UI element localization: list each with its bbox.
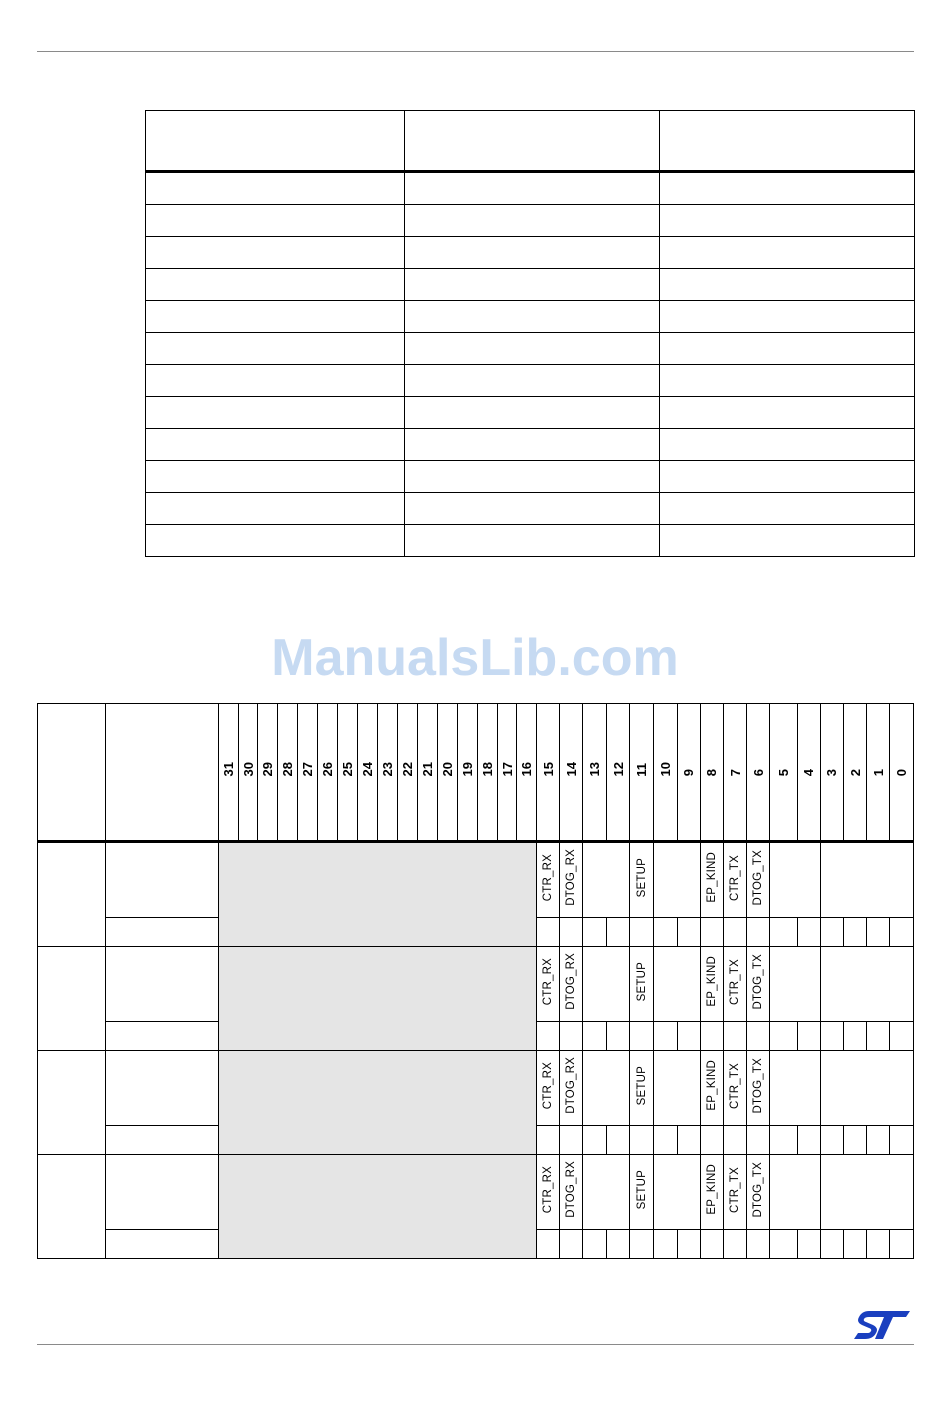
reset-bit-cell — [747, 918, 770, 947]
field-ep-kind-cell — [700, 842, 723, 918]
bit-header-28 — [278, 704, 298, 842]
watermark-text: ManualsLib.com — [271, 629, 679, 687]
table-cell — [660, 205, 915, 237]
reset-bit-cell — [867, 1126, 890, 1155]
field-ctr-rx-cell — [537, 842, 560, 918]
reserved-bits-cell — [218, 842, 537, 947]
table-cell — [660, 397, 915, 429]
bit-number-label: 25 — [340, 762, 356, 777]
bit-header-8 — [700, 704, 723, 842]
field-label: CTR_RX — [542, 1165, 555, 1214]
bit-header-20 — [437, 704, 457, 842]
field-dtog-rx-cell — [560, 842, 583, 918]
bit-number-label: 1 — [870, 768, 886, 776]
bit-number-label: 6 — [750, 768, 766, 776]
field-dtog-tx-cell — [747, 842, 770, 918]
field-setup-cell — [630, 1051, 654, 1126]
field-setup-cell — [630, 842, 654, 918]
table-cell — [146, 205, 405, 237]
register-offset-cell — [38, 1051, 106, 1155]
reset-bit-cell — [770, 1126, 797, 1155]
field-label: CTR_TX — [729, 958, 742, 1005]
bit-header-25 — [338, 704, 358, 842]
table-row — [146, 301, 915, 333]
table-cell — [146, 525, 405, 557]
bit-header-13 — [583, 704, 607, 842]
table-cell — [660, 429, 915, 461]
bit-header-30 — [238, 704, 258, 842]
reset-bit-cell — [606, 918, 630, 947]
field-group-cell — [583, 1155, 630, 1230]
field-group-cell — [820, 842, 913, 918]
field-label: EP_KIND — [705, 1164, 718, 1215]
bit-number-label: 16 — [519, 762, 535, 777]
table-header-cell — [405, 111, 660, 172]
bit-header-1 — [867, 704, 890, 842]
reset-bit-cell — [797, 1022, 820, 1051]
reset-bit-cell — [747, 1022, 770, 1051]
reset-bit-cell — [583, 918, 607, 947]
table-row — [146, 429, 915, 461]
bit-number-label: 14 — [563, 762, 579, 777]
reset-bit-cell — [606, 1126, 630, 1155]
reset-bit-cell — [844, 1230, 867, 1259]
reset-bit-cell — [537, 1126, 560, 1155]
field-label: EP_KIND — [705, 956, 718, 1007]
reset-bit-cell — [630, 1230, 654, 1259]
field-label: DTOG_TX — [752, 1057, 765, 1114]
reset-bit-cell — [723, 1126, 746, 1155]
field-group-cell — [820, 947, 913, 1022]
table-cell — [660, 269, 915, 301]
table-row — [146, 237, 915, 269]
table-cell — [146, 269, 405, 301]
field-label: DTOG_RX — [565, 1161, 578, 1218]
field-label: CTR_TX — [729, 854, 742, 901]
table-cell — [405, 269, 660, 301]
bit-header-12 — [606, 704, 630, 842]
table-row — [146, 172, 915, 205]
field-label: SETUP — [635, 961, 648, 1002]
bit-number-label: 29 — [260, 762, 276, 777]
table-cell — [405, 301, 660, 333]
reset-bit-cell — [560, 918, 583, 947]
reset-bit-cell — [677, 918, 700, 947]
bit-number-label: 15 — [540, 762, 556, 777]
field-label: CTR_TX — [729, 1062, 742, 1109]
table-cell — [660, 237, 915, 269]
bit-header-14 — [560, 704, 583, 842]
register-name-row — [38, 1051, 914, 1126]
reset-bit-cell — [747, 1230, 770, 1259]
bit-header-31 — [218, 704, 238, 842]
register-name-row — [38, 842, 914, 918]
field-dtog-tx-cell — [747, 947, 770, 1022]
bit-number-label: 11 — [634, 762, 650, 777]
field-group-cell — [820, 1051, 913, 1126]
bit-header-0 — [890, 704, 914, 842]
bit-number-header-row — [38, 704, 914, 842]
field-group-cell — [653, 947, 700, 1022]
reset-bit-cell — [630, 918, 654, 947]
reset-bit-cell — [890, 1230, 914, 1259]
reset-value-label-cell — [105, 918, 218, 947]
bit-number-label: 5 — [775, 768, 791, 776]
reset-bit-cell — [890, 1126, 914, 1155]
register-description-table — [145, 110, 915, 557]
bit-number-label: 12 — [610, 762, 626, 777]
table-cell — [146, 365, 405, 397]
reset-bit-cell — [844, 918, 867, 947]
field-label: DTOG_RX — [565, 849, 578, 906]
reset-bit-cell — [890, 918, 914, 947]
bit-header-23 — [378, 704, 398, 842]
table-cell — [405, 333, 660, 365]
header-rule — [37, 51, 914, 52]
st-logo-icon — [853, 1309, 911, 1341]
table-header-cell — [660, 111, 915, 172]
bit-header-5 — [770, 704, 797, 842]
bit-header-18 — [477, 704, 497, 842]
table-cell — [146, 333, 405, 365]
bit-number-label: 26 — [320, 762, 336, 777]
field-ep-kind-cell — [700, 947, 723, 1022]
reset-bit-cell — [677, 1022, 700, 1051]
table-cell — [146, 429, 405, 461]
table-cell — [405, 237, 660, 269]
register-header-cell — [105, 704, 218, 842]
reserved-bits-cell — [218, 1051, 537, 1155]
field-label: CTR_RX — [542, 853, 555, 902]
register-map-table — [37, 703, 914, 1259]
reset-bit-cell — [867, 1230, 890, 1259]
bit-header-21 — [417, 704, 437, 842]
table-cell — [405, 172, 660, 205]
bit-header-29 — [258, 704, 278, 842]
bit-header-3 — [820, 704, 843, 842]
bit-number-label: 17 — [499, 762, 515, 777]
table-cell — [660, 461, 915, 493]
bit-number-label: 23 — [379, 762, 395, 777]
field-ctr-tx-cell — [723, 1051, 746, 1126]
field-dtog-rx-cell — [560, 947, 583, 1022]
bit-number-label: 2 — [847, 768, 863, 776]
reset-value-label-cell — [105, 1022, 218, 1051]
reset-bit-cell — [770, 1022, 797, 1051]
bit-number-label: 21 — [419, 762, 435, 777]
bit-number-label: 19 — [459, 762, 475, 777]
table-cell — [405, 461, 660, 493]
field-group-cell — [770, 947, 820, 1022]
bit-number-label: 30 — [240, 762, 256, 777]
reset-bit-cell — [797, 1230, 820, 1259]
reset-bit-cell — [820, 1126, 843, 1155]
reset-bit-cell — [700, 918, 723, 947]
footer-rule — [37, 1344, 914, 1345]
reset-bit-cell — [723, 1230, 746, 1259]
reserved-bits-cell — [218, 947, 537, 1051]
reset-bit-cell — [700, 1022, 723, 1051]
field-label: SETUP — [635, 857, 648, 898]
table-row — [146, 333, 915, 365]
bit-header-2 — [844, 704, 867, 842]
reset-bit-cell — [844, 1022, 867, 1051]
bit-header-11 — [630, 704, 654, 842]
bit-number-label: 0 — [894, 768, 910, 776]
bit-header-10 — [653, 704, 677, 842]
bit-header-17 — [497, 704, 517, 842]
reset-bit-cell — [606, 1230, 630, 1259]
table-cell — [405, 397, 660, 429]
reset-bit-cell — [653, 1126, 677, 1155]
bit-header-19 — [457, 704, 477, 842]
reserved-bits-cell — [218, 1155, 537, 1259]
field-label: DTOG_RX — [565, 1057, 578, 1114]
table-cell — [405, 429, 660, 461]
reset-bit-cell — [560, 1022, 583, 1051]
field-ctr-tx-cell — [723, 1155, 746, 1230]
field-ctr-rx-cell — [537, 1051, 560, 1126]
reset-bit-cell — [537, 1230, 560, 1259]
reset-bit-cell — [820, 1230, 843, 1259]
reset-bit-cell — [867, 1022, 890, 1051]
reset-bit-cell — [583, 1126, 607, 1155]
reset-bit-cell — [723, 1022, 746, 1051]
reset-bit-cell — [700, 1230, 723, 1259]
bit-number-label: 10 — [657, 762, 673, 777]
bit-number-label: 18 — [479, 762, 495, 777]
bit-header-16 — [517, 704, 537, 842]
reset-bit-cell — [630, 1022, 654, 1051]
bit-header-26 — [318, 704, 338, 842]
bit-number-label: 8 — [704, 768, 720, 776]
reset-bit-cell — [653, 1022, 677, 1051]
field-group-cell — [653, 842, 700, 918]
field-label: CTR_RX — [542, 1061, 555, 1110]
table-header-row — [146, 111, 915, 172]
bit-number-label: 24 — [360, 762, 376, 777]
field-group-cell — [820, 1155, 913, 1230]
table-cell — [146, 172, 405, 205]
field-group-cell — [653, 1155, 700, 1230]
register-offset-cell — [38, 1155, 106, 1259]
bit-header-22 — [397, 704, 417, 842]
reset-bit-cell — [700, 1126, 723, 1155]
register-offset-cell — [38, 947, 106, 1051]
table-cell — [146, 237, 405, 269]
register-name-cell — [105, 947, 218, 1022]
bit-header-27 — [298, 704, 318, 842]
table-cell — [660, 493, 915, 525]
bit-number-label: 13 — [586, 762, 602, 777]
field-group-cell — [770, 1155, 820, 1230]
bit-header-7 — [723, 704, 746, 842]
field-ctr-tx-cell — [723, 842, 746, 918]
register-name-cell — [105, 1051, 218, 1126]
table-cell — [405, 205, 660, 237]
bit-header-15 — [537, 704, 560, 842]
field-ctr-rx-cell — [537, 1155, 560, 1230]
table-row — [146, 397, 915, 429]
reset-bit-cell — [820, 1022, 843, 1051]
register-name-row — [38, 947, 914, 1022]
reset-bit-cell — [560, 1230, 583, 1259]
reset-bit-cell — [770, 918, 797, 947]
bit-header-9 — [677, 704, 700, 842]
bit-number-label: 31 — [220, 762, 236, 777]
reset-bit-cell — [560, 1126, 583, 1155]
register-name-cell — [105, 1155, 218, 1230]
table-cell — [660, 525, 915, 557]
table-cell — [405, 365, 660, 397]
reset-bit-cell — [630, 1126, 654, 1155]
bit-header-6 — [747, 704, 770, 842]
reset-bit-cell — [844, 1126, 867, 1155]
bit-number-label: 20 — [439, 762, 455, 777]
table-row — [146, 493, 915, 525]
field-group-cell — [770, 842, 820, 918]
register-name-cell — [105, 842, 218, 918]
reset-bit-cell — [677, 1126, 700, 1155]
register-name-row — [38, 1155, 914, 1230]
reset-bit-cell — [797, 1126, 820, 1155]
field-ctr-tx-cell — [723, 947, 746, 1022]
reset-bit-cell — [653, 918, 677, 947]
reset-bit-cell — [606, 1022, 630, 1051]
reset-bit-cell — [890, 1022, 914, 1051]
table-cell — [146, 493, 405, 525]
reset-bit-cell — [537, 1022, 560, 1051]
table-cell — [660, 333, 915, 365]
reset-bit-cell — [583, 1022, 607, 1051]
reset-bit-cell — [747, 1126, 770, 1155]
bit-header-24 — [358, 704, 378, 842]
reset-value-label-cell — [105, 1126, 218, 1155]
field-label: EP_KIND — [705, 852, 718, 903]
table-row — [146, 269, 915, 301]
field-ep-kind-cell — [700, 1155, 723, 1230]
reset-bit-cell — [653, 1230, 677, 1259]
field-setup-cell — [630, 947, 654, 1022]
field-label: DTOG_RX — [565, 953, 578, 1010]
table-cell — [405, 493, 660, 525]
register-offset-cell — [38, 842, 106, 947]
reset-bit-cell — [867, 918, 890, 947]
bit-number-label: 22 — [399, 762, 415, 777]
field-dtog-rx-cell — [560, 1155, 583, 1230]
field-group-cell — [583, 947, 630, 1022]
field-group-cell — [770, 1051, 820, 1126]
field-group-cell — [653, 1051, 700, 1126]
bit-number-label: 4 — [801, 768, 817, 776]
field-ctr-rx-cell — [537, 947, 560, 1022]
bit-number-label: 9 — [681, 768, 697, 776]
table-cell — [146, 397, 405, 429]
table-cell — [660, 172, 915, 205]
table-cell — [660, 301, 915, 333]
offset-header-cell — [38, 704, 106, 842]
reset-bit-cell — [723, 918, 746, 947]
bit-number-label: 27 — [300, 762, 316, 777]
bit-number-label: 3 — [824, 768, 840, 776]
field-label: EP_KIND — [705, 1060, 718, 1111]
reset-bit-cell — [797, 918, 820, 947]
field-group-cell — [583, 1051, 630, 1126]
table-cell — [146, 301, 405, 333]
bit-number-label: 28 — [280, 762, 296, 777]
reset-bit-cell — [770, 1230, 797, 1259]
bit-number-label: 7 — [727, 768, 743, 776]
reset-bit-cell — [677, 1230, 700, 1259]
reset-bit-cell — [537, 918, 560, 947]
table-cell — [146, 461, 405, 493]
field-dtog-tx-cell — [747, 1051, 770, 1126]
field-label: DTOG_TX — [752, 1161, 765, 1218]
field-label: SETUP — [635, 1169, 648, 1210]
field-ep-kind-cell — [700, 1051, 723, 1126]
table-cell — [405, 525, 660, 557]
table-row — [146, 365, 915, 397]
field-label: SETUP — [635, 1065, 648, 1106]
table-row — [146, 205, 915, 237]
field-label: DTOG_TX — [752, 953, 765, 1010]
reset-value-label-cell — [105, 1230, 218, 1259]
field-dtog-rx-cell — [560, 1051, 583, 1126]
table-row — [146, 525, 915, 557]
table-cell — [660, 365, 915, 397]
field-label: CTR_RX — [542, 957, 555, 1006]
field-setup-cell — [630, 1155, 654, 1230]
field-label: DTOG_TX — [752, 849, 765, 906]
field-group-cell — [583, 842, 630, 918]
field-dtog-tx-cell — [747, 1155, 770, 1230]
reset-bit-cell — [583, 1230, 607, 1259]
reset-bit-cell — [820, 918, 843, 947]
table-header-cell — [146, 111, 405, 172]
bit-header-4 — [797, 704, 820, 842]
table-row — [146, 461, 915, 493]
field-label: CTR_TX — [729, 1166, 742, 1213]
